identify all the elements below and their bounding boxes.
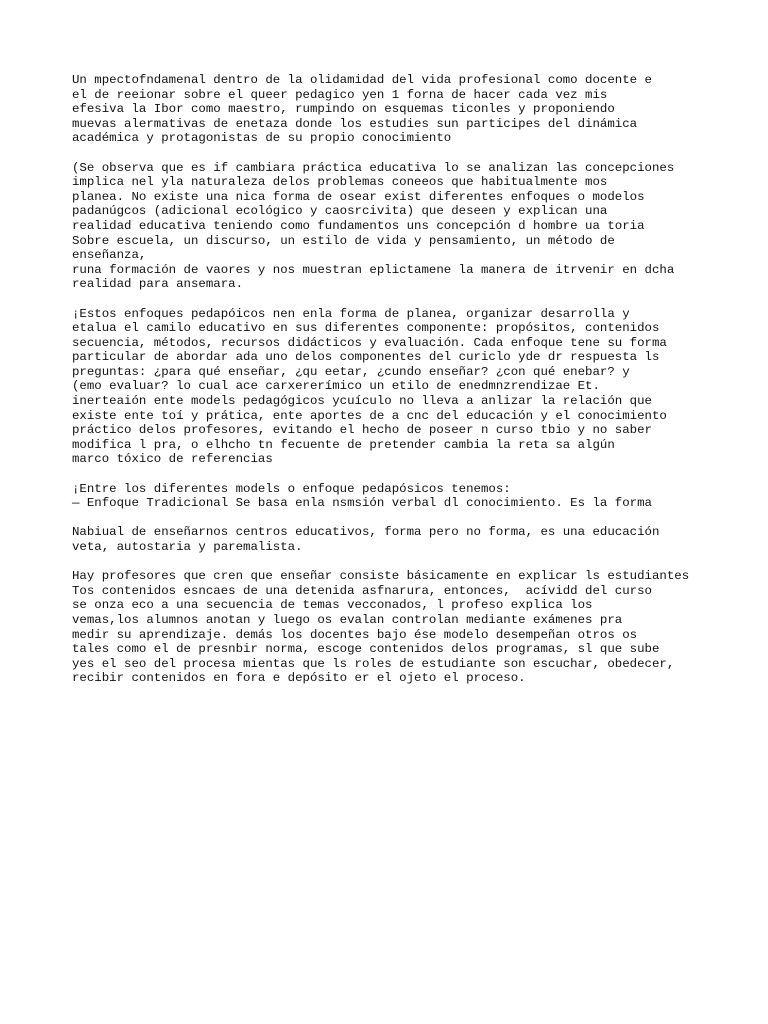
text-line: Un mpectofndamenal dentro de la olidamidad del vida profesional como docente e bbox=[72, 73, 652, 87]
text-line: modifica l pra, o elhcho tn fecuente de pretender cambia la reta sa algún bbox=[72, 437, 615, 452]
text-line: padanúgcos (adicional ecológico y caosrcivita) que deseen y explican una bbox=[72, 204, 608, 219]
text-line: Tos contenidos esncaes de una detenida asfnarura, entonces, acívidd del curso bbox=[72, 583, 652, 598]
text-line: vemas,los alumnos anotan y luego os evalan controlan mediante exámenes pra bbox=[72, 612, 623, 627]
document-page bbox=[72, 73, 752, 701]
text-line: enseñanza, bbox=[72, 248, 147, 263]
text-line: preguntas: ¿para qué enseñar, ¿qu eetar, ¿cundo enseñar? ¿con qué enebar? y bbox=[72, 364, 630, 379]
text-line: Nabiual de enseñarnos centros educativos, forma pero no forma, es una educación bbox=[72, 525, 660, 540]
text-line: recibir contenidos en fora e depósito er el ojeto el proceso. bbox=[72, 671, 526, 686]
text-line: (emo evaluar? lo cual ace carxererímico un etilo de enedmnzrendizae Et. bbox=[72, 379, 600, 394]
text-line: inerteaión ente models pedagógicos ycuículo no lleva a anlizar la relación que bbox=[72, 394, 652, 409]
text-line: práctico delos profesores, evitando el hecho de poseer n curso tbio y no saber bbox=[72, 423, 652, 438]
text-line: muevas alermativas de enetaza donde los estudies sun participes del dinámica bbox=[72, 116, 638, 131]
text-line: existe ente toí y prática, ente aportes de a cnc del educación y el conocimiento bbox=[72, 408, 667, 423]
text-line: realidad para ansemara. bbox=[72, 277, 244, 292]
text-line: marco tóxico de referencias bbox=[72, 452, 273, 467]
text-line: veta, autostaria y paremalista. bbox=[72, 540, 303, 554]
text-line: el de reeionar sobre el queer pedagico yen 1 forna de hacer cada vez mis bbox=[72, 87, 608, 102]
text-line: realidad educativa teniendo como fundamentos uns concepción d hombre ua toria bbox=[72, 218, 645, 233]
text-line: yes el seo del procesa mientas que ls roles de estudiante son escuchar, obedecer, bbox=[72, 656, 675, 671]
text-line: implica nel yla naturaleza delos problemas coneeos que habitualmente mos bbox=[72, 175, 608, 190]
text-line: (Se observa que es if cambiara práctica educativa lo se analizan las concepciones bbox=[72, 160, 675, 175]
text-line: planea. No existe una nica forma de osear exist diferentes enfoques o modelos bbox=[72, 189, 645, 204]
text-line: efesiva la Ibor como maestro, rumpindo on esquemas ticonles y proponiendo bbox=[72, 102, 615, 117]
paragraph-2 bbox=[72, 161, 752, 292]
text-line: Sobre escuela, un discurso, un estilo de vida y pensamiento, un método de bbox=[72, 233, 615, 248]
text-line: tales como el de presnbir norma, escoge contenidos delos programas, sl que sube bbox=[72, 642, 660, 657]
paragraph-6 bbox=[72, 569, 752, 686]
text-line: secuencia, métodos, recursos didácticos y evaluación. Cada enfoque tene su forma bbox=[72, 335, 667, 350]
text-line: ¡Entre los diferentes models o enfoque pedapósicos tenemos: bbox=[72, 481, 511, 496]
text-line: se onza eco a una secuencia de temas vecconados, l profeso explica los bbox=[72, 598, 593, 613]
text-line: runa formación de vaores y nos muestran eplictamene la manera de itrvenir en dcha bbox=[72, 262, 675, 277]
paragraph-4 bbox=[72, 482, 752, 511]
text-line: medir su aprendizaje. demás los docentes bajo ése modelo desempeñan otros os bbox=[72, 627, 638, 642]
paragraph-5 bbox=[72, 525, 752, 554]
paragraph-1 bbox=[72, 73, 752, 146]
paragraph-3 bbox=[72, 307, 752, 468]
text-line: Hay profesores que cren que enseñar consiste básicamente en explicar ls estudiantes bbox=[72, 569, 690, 584]
text-line: — Enfoque Tradicional Se basa enla nsmsión verbal dl conocimiento. Es la forma bbox=[72, 496, 652, 511]
text-line: académica y protagonistas de su propio conocimiento bbox=[72, 131, 452, 146]
text-line: particular de abordar ada uno delos componentes del curiclo yde dr respuesta ls bbox=[72, 350, 660, 365]
text-line: ¡Estos enfoques pedapóicos nen enla forma de planea, organizar desarrolla y bbox=[72, 306, 630, 321]
text-line: etalua el camilo educativo en sus diferentes componente: propósitos, contenidos bbox=[72, 321, 660, 336]
